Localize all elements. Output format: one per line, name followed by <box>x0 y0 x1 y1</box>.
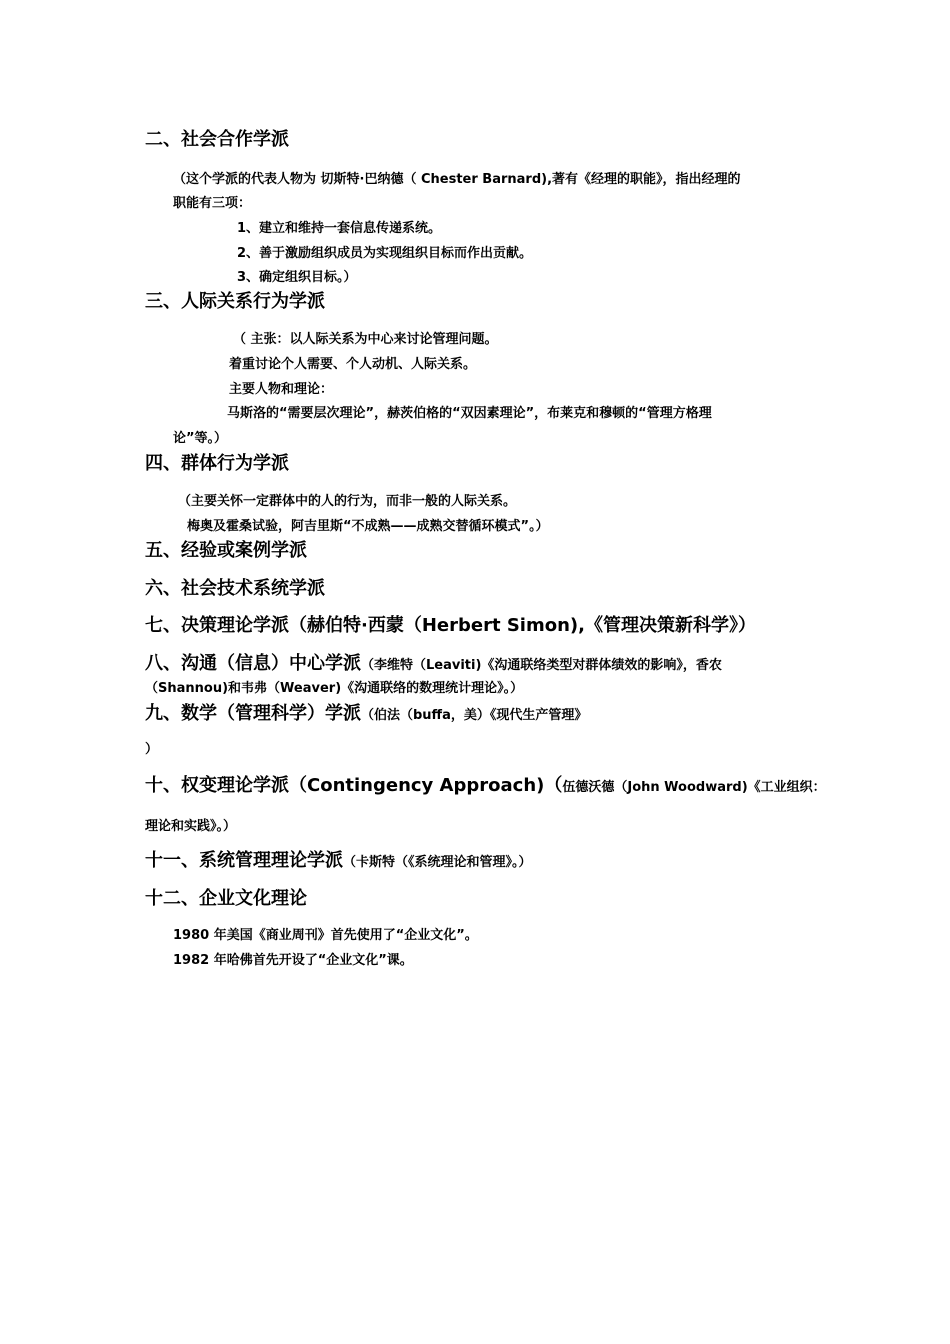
section-heading-9: 九、数学（管理科学）学派 <box>145 703 361 724</box>
section-3-line-2: 着重讨论个人需要、个人动机、人际关系。 <box>229 357 477 372</box>
section-4-line-1: （主要关怀一定群体中的人的行为，而非一般的人际关系。 <box>178 494 517 509</box>
section-8-note: （李维特（Leaviti)《沟通联络类型对群体绩效的影响》，香农 <box>361 658 722 673</box>
section-2-line-2: 职能有三项： <box>173 196 252 211</box>
section-heading-7: 七、决策理论学派（赫伯特·西蒙（Herbert Simon),《管理决策新科学》） <box>145 615 756 636</box>
section-11-row <box>145 846 532 872</box>
section-heading-4: 四、群体行为学派 <box>145 453 289 474</box>
section-heading-11: 十一、系统管理理论学派 <box>145 850 343 871</box>
section-12-line-1: 1980 年美国《商业周刊》首先使用了“企业文化”。 <box>173 928 478 943</box>
section-2-item-2: 2、善于激励组织成员为实现组织目标而作出贡献。 <box>237 246 533 261</box>
section-3-line-4: 马斯洛的“需要层次理论”，赫茨伯格的“双因素理论”，布莱克和穆顿的“管理方格理 <box>227 406 712 421</box>
section-heading-3: 三、人际关系行为学派 <box>145 291 325 312</box>
section-10-line-2: 理论和实践》。） <box>145 819 237 834</box>
section-heading-10: 十、权变理论学派（Contingency Approach)（ <box>145 775 563 796</box>
section-heading-5: 五、经验或案例学派 <box>145 540 307 561</box>
section-2-line-1: （这个学派的代表人物为 切斯特·巴纳德（ Chester Barnard),著有《经理的职能》，指出经理的 <box>173 172 741 187</box>
section-9-note: （伯法（buffa，美）《现代生产管理》 <box>361 708 588 723</box>
section-3-line-5: 论”等。） <box>173 431 228 446</box>
section-8-line-2: （Shannou)和韦弗（Weaver)《沟通联络的数理统计理论》。） <box>145 681 524 696</box>
section-2-item-3: 3、确定组织目标。） <box>237 270 357 285</box>
section-heading-12: 十二、企业文化理论 <box>145 888 307 909</box>
section-10-row <box>145 771 826 797</box>
section-11-note: （卡斯特（《系统理论和管理》。） <box>343 855 532 870</box>
section-8-row <box>145 649 722 675</box>
section-heading-8: 八、沟通（信息）中心学派 <box>145 653 361 674</box>
section-4-line-2: 梅奥及霍桑试验，阿吉里斯“不成熟——成熟交替循环模式”。） <box>187 519 549 534</box>
section-9-row <box>145 699 587 725</box>
section-2-item-1: 1、建立和维持一套信息传递系统。 <box>237 221 442 236</box>
section-heading-6: 六、社会技术系统学派 <box>145 578 325 599</box>
section-12-line-2: 1982 年哈佛首先开设了“企业文化”课。 <box>173 953 413 968</box>
section-heading-2: 二、社会合作学派 <box>145 129 289 150</box>
section-3-line-3: 主要人物和理论： <box>229 382 334 397</box>
section-3-line-1: （ 主张：以人际关系为中心来讨论管理问题。 <box>233 332 498 347</box>
section-9-line-2: ） <box>145 742 159 757</box>
section-10-note: 伍德沃德（John Woodward)《工业组织： <box>562 780 826 795</box>
